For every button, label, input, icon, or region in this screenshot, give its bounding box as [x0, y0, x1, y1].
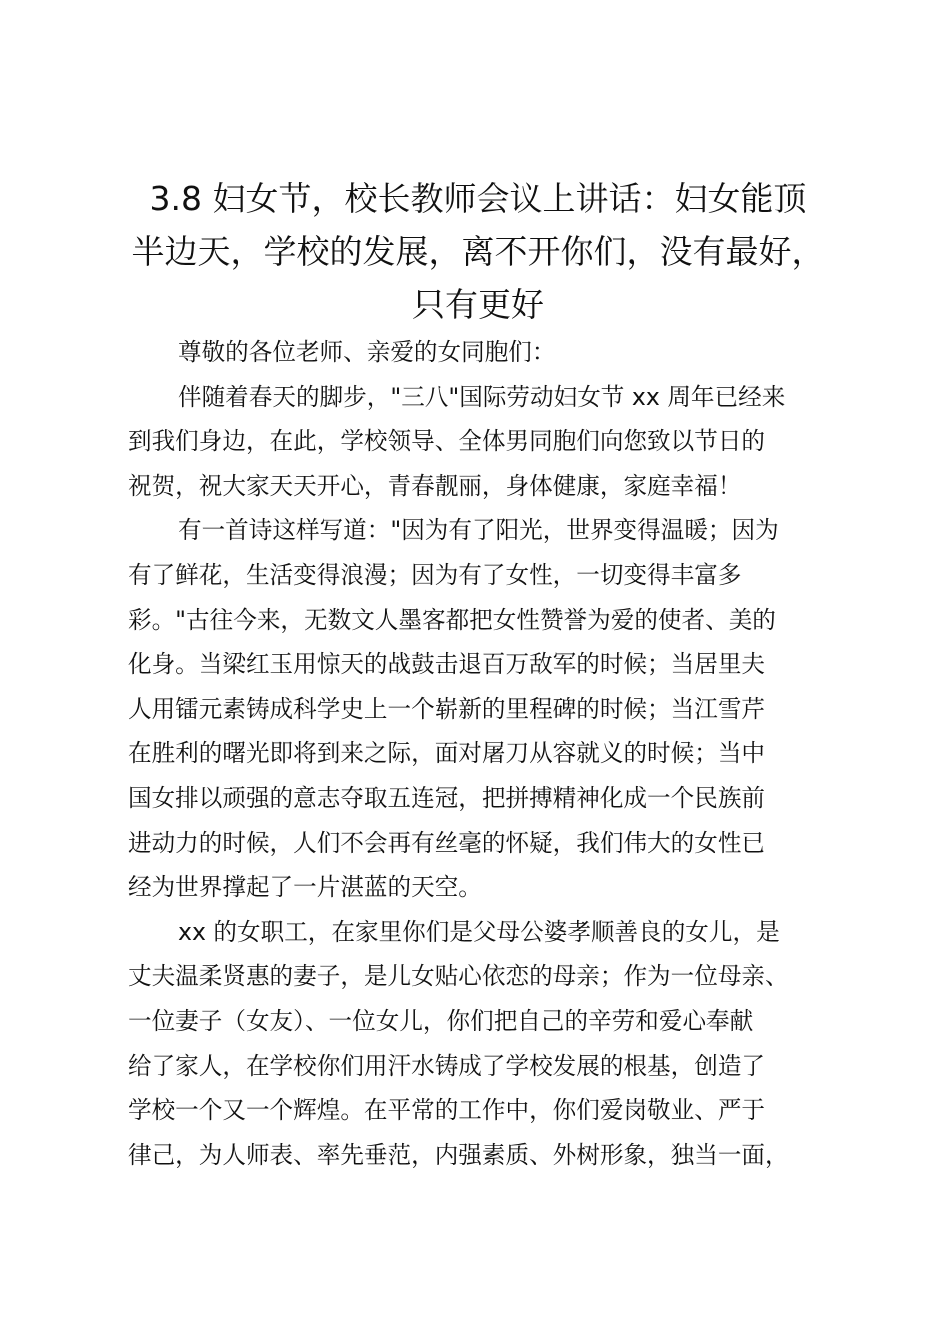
document-body: [128, 330, 838, 1177]
text-line: 进动力的时候，人们不会再有丝毫的怀疑，我们伟大的女性已: [128, 828, 766, 857]
title-line: 只有更好: [412, 285, 544, 324]
text-line: 有了鲜花，生活变得浪漫；因为有了女性，一切变得丰富多: [128, 560, 742, 589]
text-line: 有一首诗这样写道："因为有了阳光，世界变得温暖；因为: [178, 516, 779, 545]
title-line: 3.8 妇女节，校长教师会议上讲话：妇女能顶: [149, 179, 807, 218]
paragraph-female-staff: [128, 910, 838, 1178]
document-title: [120, 172, 836, 331]
text-line: 人用镭元素铸成科学史上一个崭新的里程碑的时候；当江雪芹: [128, 694, 766, 723]
text-line: 一位妻子（女友）、一位女儿，你们把自己的辛劳和爱心奉献: [128, 1006, 754, 1035]
text-line: 伴随着春天的脚步，"三八"国际劳动妇女节 xx 周年已经来: [178, 382, 786, 411]
text-line: xx 的女职工，在家里你们是父母公婆孝顺善良的女儿，是: [178, 917, 780, 946]
text-line: 学校一个又一个辉煌。在平常的工作中，你们爱岗敬业、严于: [128, 1096, 766, 1125]
text-line: 尊敬的各位老师、亲爱的女同胞们：: [178, 338, 556, 366]
text-line: 经为世界撑起了一片湛蓝的天空。: [128, 873, 482, 902]
text-line: 律己，为人师表、率先垂范，内强素质、外树形象，独当一面，: [128, 1140, 789, 1169]
text-line: 丈夫温柔贤惠的妻子，是儿女贴心依恋的母亲；作为一位母亲、: [128, 962, 789, 991]
text-line: 在胜利的曙光即将到来之际，面对屠刀从容就义的时候；当中: [128, 739, 766, 768]
paragraph-poem: [128, 508, 838, 909]
text-line: 给了家人，在学校你们用汗水铸成了学校发展的根基，创造了: [128, 1051, 766, 1080]
text-line: 国女排以顽强的意志夺取五连冠，把拼搏精神化成一个民族前: [128, 783, 766, 812]
text-line: 到我们身边，在此，学校领导、全体男同胞们向您致以节日的: [128, 427, 766, 456]
paragraph-salutation: [128, 330, 838, 375]
text-line: 祝贺，祝大家天天开心，青春靓丽，身体健康，家庭幸福！: [128, 471, 742, 500]
text-line: 彩。"古往今来，无数文人墨客都把女性赞誉为爱的使者、美的: [128, 605, 776, 634]
text-line: 化身。当梁红玉用惊天的战鼓击退百万敌军的时候；当居里夫: [128, 650, 766, 679]
title-line: 半边天，学校的发展，离不开你们，没有最好，: [131, 232, 825, 271]
paragraph-greeting: [128, 375, 838, 509]
